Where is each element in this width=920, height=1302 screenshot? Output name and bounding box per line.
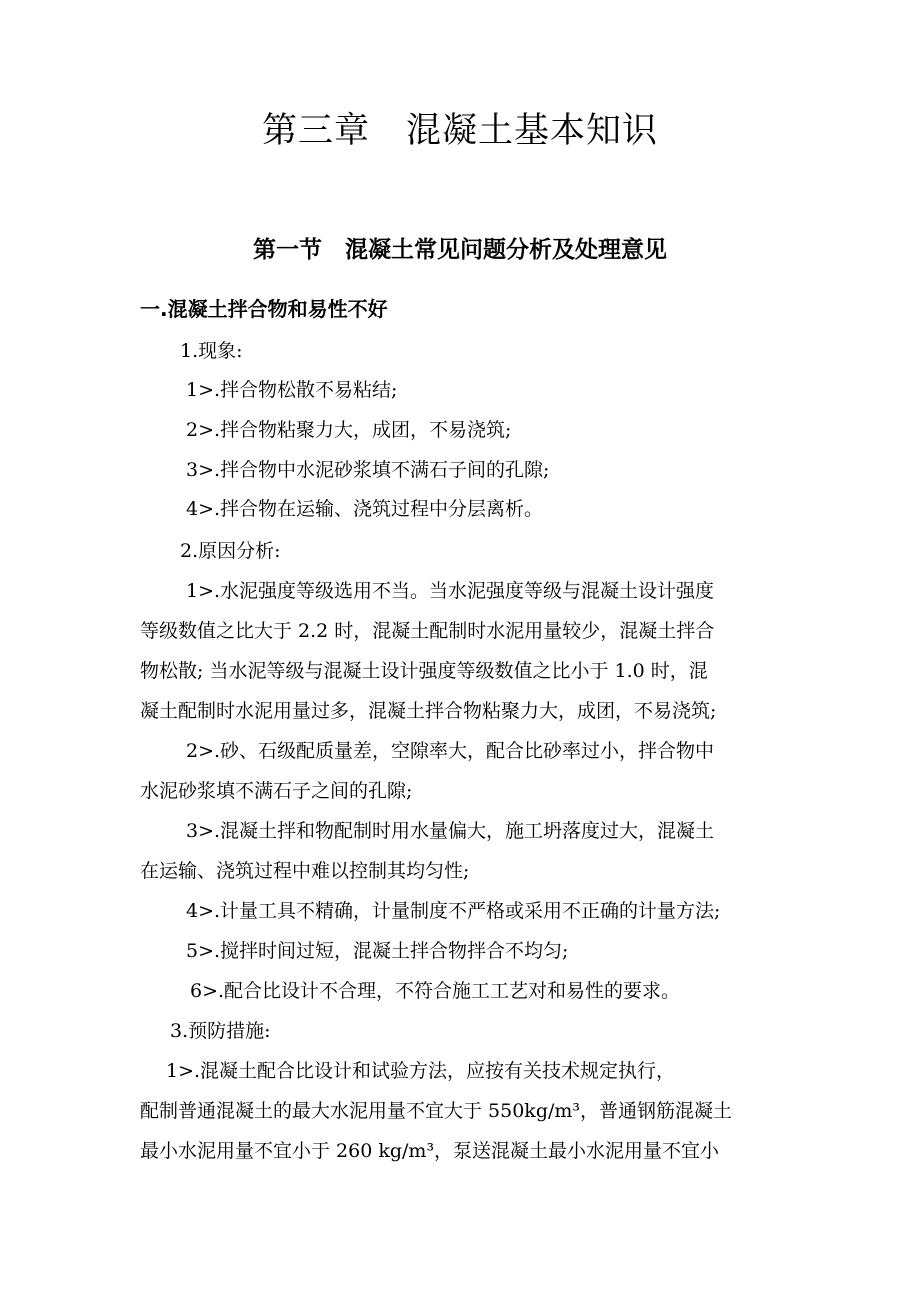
cause-paragraph-1-line-2: 等级数值之比大于 2.2 时，混凝土配制时水泥用量较少，混凝土拌合 (140, 620, 715, 642)
cause-paragraph-1-line-4: 凝土配制时水泥用量过多，混凝土拌合物粘聚力大，成团，不易浇筑; (140, 700, 717, 722)
prevention-paragraph-1-line-2: 配制普通混凝土的最大水泥用量不宜大于 550kg/m³，普通钢筋混凝土 (140, 1100, 733, 1122)
list-label-cause-analysis: 2.原因分析: (180, 540, 281, 562)
cause-item-6: 6>.配合比设计不合理，不符合施工工艺对和易性的要求。 (190, 980, 681, 1002)
list-label-prevention: 3.预防措施: (170, 1020, 271, 1042)
cause-paragraph-2-line-1: 2>.砂、石级配质量差，空隙率大，配合比砂率过小，拌合物中 (186, 740, 715, 762)
cause-paragraph-3-line-2: 在运输、浇筑过程中难以控制其均匀性; (140, 860, 470, 882)
phenomenon-item-2: 2>.拌合物粘聚力大，成团，不易浇筑; (186, 419, 512, 441)
cause-paragraph-1-line-1: 1>.水泥强度等级选用不当。当水泥强度等级与混凝土设计强度 (186, 580, 715, 602)
cause-item-4: 4>.计量工具不精确，计量制度不严格或采用不正确的计量方法; (186, 900, 721, 922)
list-label-phenomenon: 1.现象: (180, 340, 243, 362)
subsection-heading: 一.混凝土拌合物和易性不好 (140, 297, 388, 321)
chapter-title: 第三章 混凝土基本知识 (261, 111, 658, 151)
phenomenon-item-4: 4>.拌合物在运输、浇筑过程中分层离析。 (186, 498, 544, 520)
cause-paragraph-1-line-3: 物松散; 当水泥等级与混凝土设计强度等级数值之比小于 1.0 时，混 (140, 660, 708, 682)
prevention-paragraph-1-line-3: 最小水泥用量不宜小于 260 kg/m³，泵送混凝土最小水泥用量不宜小 (140, 1140, 720, 1162)
cause-paragraph-2-line-2: 水泥砂浆填不满石子之间的孔隙; (140, 780, 413, 802)
section-title: 第一节 混凝土常见问题分析及处理意见 (253, 237, 667, 263)
phenomenon-item-1: 1>.拌合物松散不易粘结; (186, 379, 398, 401)
phenomenon-item-3: 3>.拌合物中水泥砂浆填不满石子间的孔隙; (186, 459, 550, 481)
cause-paragraph-3-line-1: 3>.混凝土拌和物配制时用水量偏大，施工坍落度过大，混凝土 (186, 820, 715, 842)
prevention-paragraph-1-line-1: 1>.混凝土配合比设计和试验方法，应按有关技术规定执行， (166, 1060, 676, 1082)
cause-item-5: 5>.搅拌时间过短，混凝土拌合物拌合不均匀; (186, 940, 569, 962)
